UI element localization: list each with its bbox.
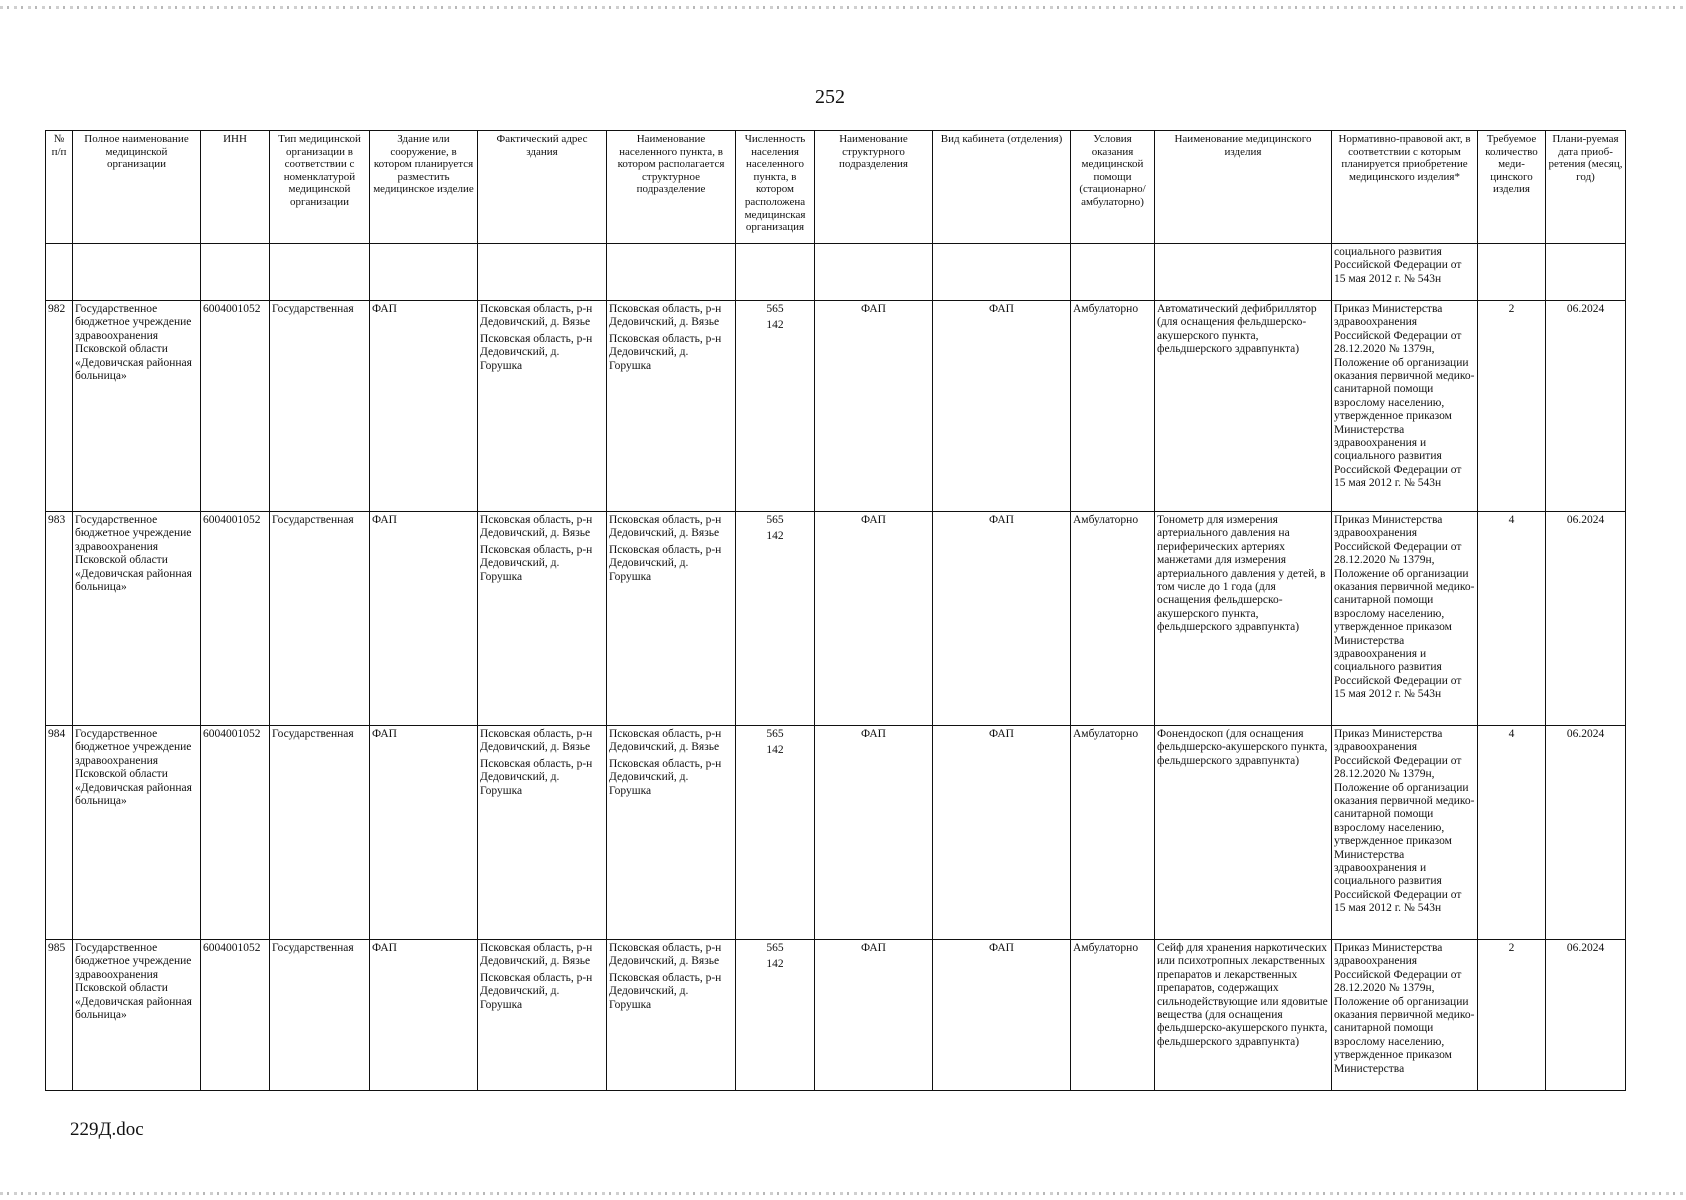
cell-device: Сейф для хранения наркотических или психотропных лекарственных препаратов и лекарственных препаратов, содержащих сильнодействующие или ядовитые вещества (для оснащения фельдшерско-акушерского пункта, фельдшерского здравпункта) xyxy=(1155,940,1332,1091)
table-row-continuation xyxy=(46,244,1626,301)
table-row xyxy=(46,940,1626,1091)
cell-date: 06.2024 xyxy=(1546,726,1626,940)
footer-filename: 229Д.doc xyxy=(70,1119,144,1140)
cell-population xyxy=(736,940,815,1091)
cell-quantity: 4 xyxy=(1478,512,1546,726)
cell-quantity: 2 xyxy=(1478,301,1546,512)
cell-cabinet: ФАП xyxy=(933,940,1071,1091)
cell-type: Государственная xyxy=(270,940,370,1091)
cell-conditions: Амбулаторно xyxy=(1071,301,1155,512)
cell-device: Автоматический дефибриллятор (для оснащения фельдшерско-акушерского пункта, фельдшерского здравпункта) xyxy=(1155,301,1332,512)
page-number: 252 xyxy=(815,86,845,108)
equipment-table xyxy=(45,130,1626,1091)
population-2: 142 xyxy=(766,744,784,757)
cell-settlement xyxy=(607,512,736,726)
cell-type: Государственная xyxy=(270,301,370,512)
address-1: Псковская область, р-н Дедовичский, д. Вязье xyxy=(480,514,593,540)
cell-cabinet: ФАП xyxy=(933,726,1071,940)
scan-edge-bottom xyxy=(0,1192,1686,1195)
settlement-2: Псковская область, р-н Дедовичский, д. Горушка xyxy=(609,543,722,583)
cell-act: Приказ Министерства здравоохранения Российской Федерации от 28.12.2020 № 1379н, Положение об организации оказания первичной медико-санитарной помощи взрослому населению, утвержденное приказом Министерства здравоохранения и социального развития Российской Федерации от 15 мая 2012 г. № 543н xyxy=(1332,301,1478,512)
address-2: Псковская область, р-н Дедовичский, д. Горушка xyxy=(480,332,593,372)
cell-type: Государственная xyxy=(270,726,370,940)
header-device: Наименование медицинского изделия xyxy=(1155,131,1332,244)
cell-building: ФАП xyxy=(370,726,478,940)
address-1: Псковская область, р-н Дедовичский, д. Вязье xyxy=(480,303,593,329)
header-act: Нормативно-правовой акт, в соответствии с которым планируется приобретение медицинского изделия* xyxy=(1332,131,1478,244)
cell-address xyxy=(478,940,607,1091)
header-quantity: Требуемое количество меди-цинского изделия xyxy=(1478,131,1546,244)
cell-settlement xyxy=(607,726,736,940)
settlement-1: Псковская область, р-н Дедовичский, д. Вязье xyxy=(609,514,722,540)
cell-population xyxy=(736,512,815,726)
cell-settlement xyxy=(607,940,736,1091)
address-2: Псковская область, р-н Дедовичский, д. Горушка xyxy=(480,971,593,1011)
cell-org: Государственное бюджетное учреждение здравоохранения Псковской области «Дедовичская районная больница» xyxy=(73,726,201,940)
cell-building: ФАП xyxy=(370,512,478,726)
settlement-2: Псковская область, р-н Дедовичский, д. Горушка xyxy=(609,332,722,372)
header-address: Фактический адрес здания xyxy=(478,131,607,244)
cell-address xyxy=(478,301,607,512)
settlement-1: Псковская область, р-н Дедовичский, д. Вязье xyxy=(609,728,722,754)
population-1: 565 xyxy=(766,303,784,315)
table-row xyxy=(46,512,1626,726)
header-settlement: Наименование населенного пункта, в котором располагается структурное подразделение xyxy=(607,131,736,244)
scan-edge-top xyxy=(0,6,1686,9)
header-unit: Наименование структурного подразделения xyxy=(815,131,933,244)
table-row xyxy=(46,726,1626,940)
settlement-1: Псковская область, р-н Дедовичский, д. Вязье xyxy=(609,942,722,968)
cell-date: 06.2024 xyxy=(1546,512,1626,726)
cell-inn: 6004001052 xyxy=(201,301,270,512)
equipment-table-container xyxy=(45,130,1626,1091)
header-date: Плани-руемая дата приоб-ретения (месяц, год) xyxy=(1546,131,1626,244)
population-2: 142 xyxy=(766,958,784,971)
cell-address xyxy=(478,512,607,726)
cell-act: Приказ Министерства здравоохранения Российской Федерации от 28.12.2020 № 1379н, Положение об организации оказания первичной медико-санитарной помощи взрослому населению, утвержденное приказом Министерства здравоохранения и социального развития Российской Федерации от 15 мая 2012 г. № 543н xyxy=(1332,512,1478,726)
population-1: 565 xyxy=(766,514,784,526)
cell-cabinet: ФАП xyxy=(933,512,1071,726)
header-num: № п/п xyxy=(46,131,73,244)
cell-num: 983 xyxy=(46,512,73,726)
cell-act: Приказ Министерства здравоохранения Российской Федерации от 28.12.2020 № 1379н, Положение об организации оказания первичной медико-санитарной помощи взрослому населению, утвержденное приказом Министерства xyxy=(1332,940,1478,1091)
cell-num: 984 xyxy=(46,726,73,940)
population-2: 142 xyxy=(766,530,784,543)
cell-quantity: 2 xyxy=(1478,940,1546,1091)
cell-conditions: Амбулаторно xyxy=(1071,940,1155,1091)
cell-building: ФАП xyxy=(370,940,478,1091)
cell-device: Фонендоскоп (для оснащения фельдшерско-акушерского пункта, фельдшерского здравпункта) xyxy=(1155,726,1332,940)
cell-population xyxy=(736,726,815,940)
address-1: Псковская область, р-н Дедовичский, д. Вязье xyxy=(480,942,593,968)
settlement-2: Псковская область, р-н Дедовичский, д. Горушка xyxy=(609,971,722,1011)
cell-date: 06.2024 xyxy=(1546,940,1626,1091)
settlement-1: Псковская область, р-н Дедовичский, д. Вязье xyxy=(609,303,722,329)
cell-num: 982 xyxy=(46,301,73,512)
population-2: 142 xyxy=(766,319,784,332)
cell-org: Государственное бюджетное учреждение здравоохранения Псковской области «Дедовичская районная больница» xyxy=(73,301,201,512)
cell-population xyxy=(736,301,815,512)
cell-building: ФАП xyxy=(370,301,478,512)
cell-settlement xyxy=(607,301,736,512)
cell-act: Приказ Министерства здравоохранения Российской Федерации от 28.12.2020 № 1379н, Положение об организации оказания первичной медико-санитарной помощи взрослому населению, утвержденное приказом Министерства здравоохранения и социального развития Российской Федерации от 15 мая 2012 г. № 543н xyxy=(1332,726,1478,940)
cell-conditions: Амбулаторно xyxy=(1071,726,1155,940)
header-population: Численность населения населенного пункта, в котором расположена медицинская организация xyxy=(736,131,815,244)
cell-org: Государственное бюджетное учреждение здравоохранения Псковской области «Дедовичская районная больница» xyxy=(73,512,201,726)
cell-num: 985 xyxy=(46,940,73,1091)
population-1: 565 xyxy=(766,942,784,954)
continuation-act: социального развития Российской Федерации от 15 мая 2012 г. № 543н xyxy=(1332,244,1478,301)
header-conditions: Условия оказания медицинской помощи (стационарно/ амбулаторно) xyxy=(1071,131,1155,244)
address-1: Псковская область, р-н Дедовичский, д. Вязье xyxy=(480,728,593,754)
settlement-2: Псковская область, р-н Дедовичский, д. Горушка xyxy=(609,757,722,797)
header-inn: ИНН xyxy=(201,131,270,244)
cell-date: 06.2024 xyxy=(1546,301,1626,512)
header-org: Полное наименование медицинской организации xyxy=(73,131,201,244)
cell-inn: 6004001052 xyxy=(201,940,270,1091)
cell-unit: ФАП xyxy=(815,726,933,940)
address-2: Псковская область, р-н Дедовичский, д. Горушка xyxy=(480,757,593,797)
cell-unit: ФАП xyxy=(815,512,933,726)
table-header-row xyxy=(46,131,1626,244)
cell-device: Тонометр для измерения артериального давления на периферических артериях манжетами для измерения артериального давления у детей, в том числе до 1 года (для оснащения фельдшерско-акушерского пункта, фельдшерского здравпункта) xyxy=(1155,512,1332,726)
cell-org: Государственное бюджетное учреждение здравоохранения Псковской области «Дедовичская районная больница» xyxy=(73,940,201,1091)
cell-inn: 6004001052 xyxy=(201,726,270,940)
cell-type: Государственная xyxy=(270,512,370,726)
address-2: Псковская область, р-н Дедовичский, д. Горушка xyxy=(480,543,593,583)
cell-cabinet: ФАП xyxy=(933,301,1071,512)
cell-inn: 6004001052 xyxy=(201,512,270,726)
header-cabinet: Вид кабинета (отделения) xyxy=(933,131,1071,244)
table-row xyxy=(46,301,1626,512)
header-type: Тип медицинской организации в соответствии с номенклатурой медицинской организации xyxy=(270,131,370,244)
cell-address xyxy=(478,726,607,940)
cell-quantity: 4 xyxy=(1478,726,1546,940)
cell-unit: ФАП xyxy=(815,301,933,512)
header-building: Здание или сооружение, в котором планируется разместить медицинское изделие xyxy=(370,131,478,244)
cell-unit: ФАП xyxy=(815,940,933,1091)
population-1: 565 xyxy=(766,728,784,740)
cell-conditions: Амбулаторно xyxy=(1071,512,1155,726)
